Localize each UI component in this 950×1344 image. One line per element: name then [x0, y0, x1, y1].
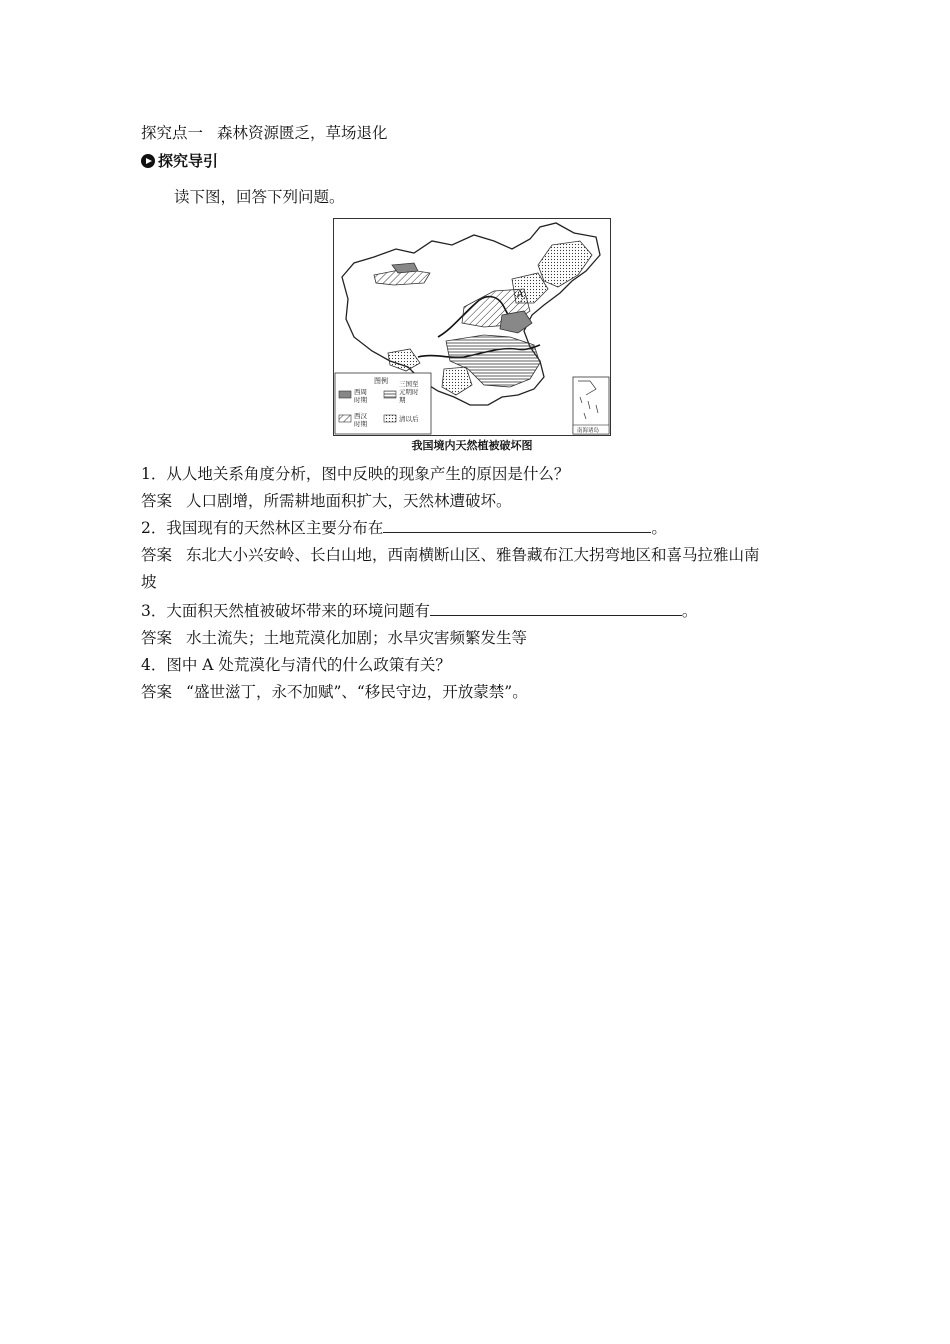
- question-2: [141, 517, 667, 539]
- answer-1: [141, 490, 512, 512]
- question-3: [141, 600, 697, 622]
- legend-label-western-han-2: 时期: [354, 420, 367, 428]
- legend-title: 图例: [374, 377, 388, 385]
- fill-blank: [430, 600, 682, 616]
- section-title-prefix: 探究点一: [141, 124, 204, 142]
- question-punct: 。: [651, 519, 667, 537]
- legend-label-western-han-1: 西汉: [354, 412, 367, 420]
- map-legend: [335, 373, 431, 434]
- china-map-figure: [334, 219, 610, 435]
- answer-3: [141, 627, 527, 649]
- legend-label-three-kingdoms-3: 期: [399, 396, 406, 404]
- legend-label-western-zhou-2: 时期: [354, 396, 367, 404]
- qing-region-south: [442, 367, 472, 395]
- question-1: 1．从人地关系角度分析，图中反映的现象产生的原因是什么？: [141, 465, 570, 483]
- western-zhou-region-central: [500, 311, 532, 333]
- answer-text: 东北大小兴安岭、长白山地，西南横断山区、雅鲁藏布江大拐弯地区和喜马拉雅山南: [186, 546, 760, 564]
- play-icon: [141, 154, 155, 168]
- fill-blank: [383, 517, 651, 533]
- inset-label: 南海诸岛: [577, 428, 600, 434]
- answer-label: 答案: [141, 683, 173, 701]
- answer-text: 水土流失；土地荒漠化加剧；水旱灾害频繁发生等: [186, 629, 528, 647]
- guide-heading: [141, 150, 218, 172]
- vegetation-map: [333, 218, 611, 436]
- map-marker-a: A: [516, 288, 524, 300]
- question-text: 3．大面积天然植被破坏带来的环境问题有: [141, 602, 430, 620]
- answer-label: 答案: [141, 546, 173, 564]
- answer-text: 人口剧增，所需耕地面积扩大，天然林遭破坏。: [186, 492, 512, 510]
- section-title-text: 森林资源匮乏，草场退化: [217, 124, 388, 142]
- answer-2: [141, 544, 760, 566]
- south-china-sea-inset: [573, 377, 609, 434]
- qing-region-southwest: [388, 349, 420, 371]
- legend-label-qing: 清以后: [399, 415, 419, 423]
- question-text: 2．我国现有的天然林区主要分布在: [141, 519, 384, 537]
- legend-label-three-kingdoms-1: 三国至: [399, 380, 419, 388]
- legend-label-three-kingdoms-2: 元明时: [399, 388, 419, 396]
- intro-text: 读下图，回答下列问题。: [174, 188, 345, 206]
- answer-label: 答案: [141, 492, 173, 510]
- question-4: 4．图中 A 处荒漠化与清代的什么政策有关？: [141, 656, 451, 674]
- map-caption: 我国境内天然植被破坏图: [411, 439, 533, 452]
- answer-4: [141, 681, 528, 703]
- legend-label-western-zhou-1: 西周: [354, 388, 367, 396]
- answer-text: “盛世滋丁，永不加赋”、“移民守边，开放蒙禁”。: [186, 683, 528, 701]
- answer-2-continued: 坡: [141, 573, 157, 591]
- guide-label: 探究导引: [158, 152, 219, 170]
- section-title: [141, 122, 388, 144]
- question-punct: 。: [681, 602, 698, 620]
- qing-region-northeast: [538, 241, 592, 287]
- answer-label: 答案: [141, 629, 173, 647]
